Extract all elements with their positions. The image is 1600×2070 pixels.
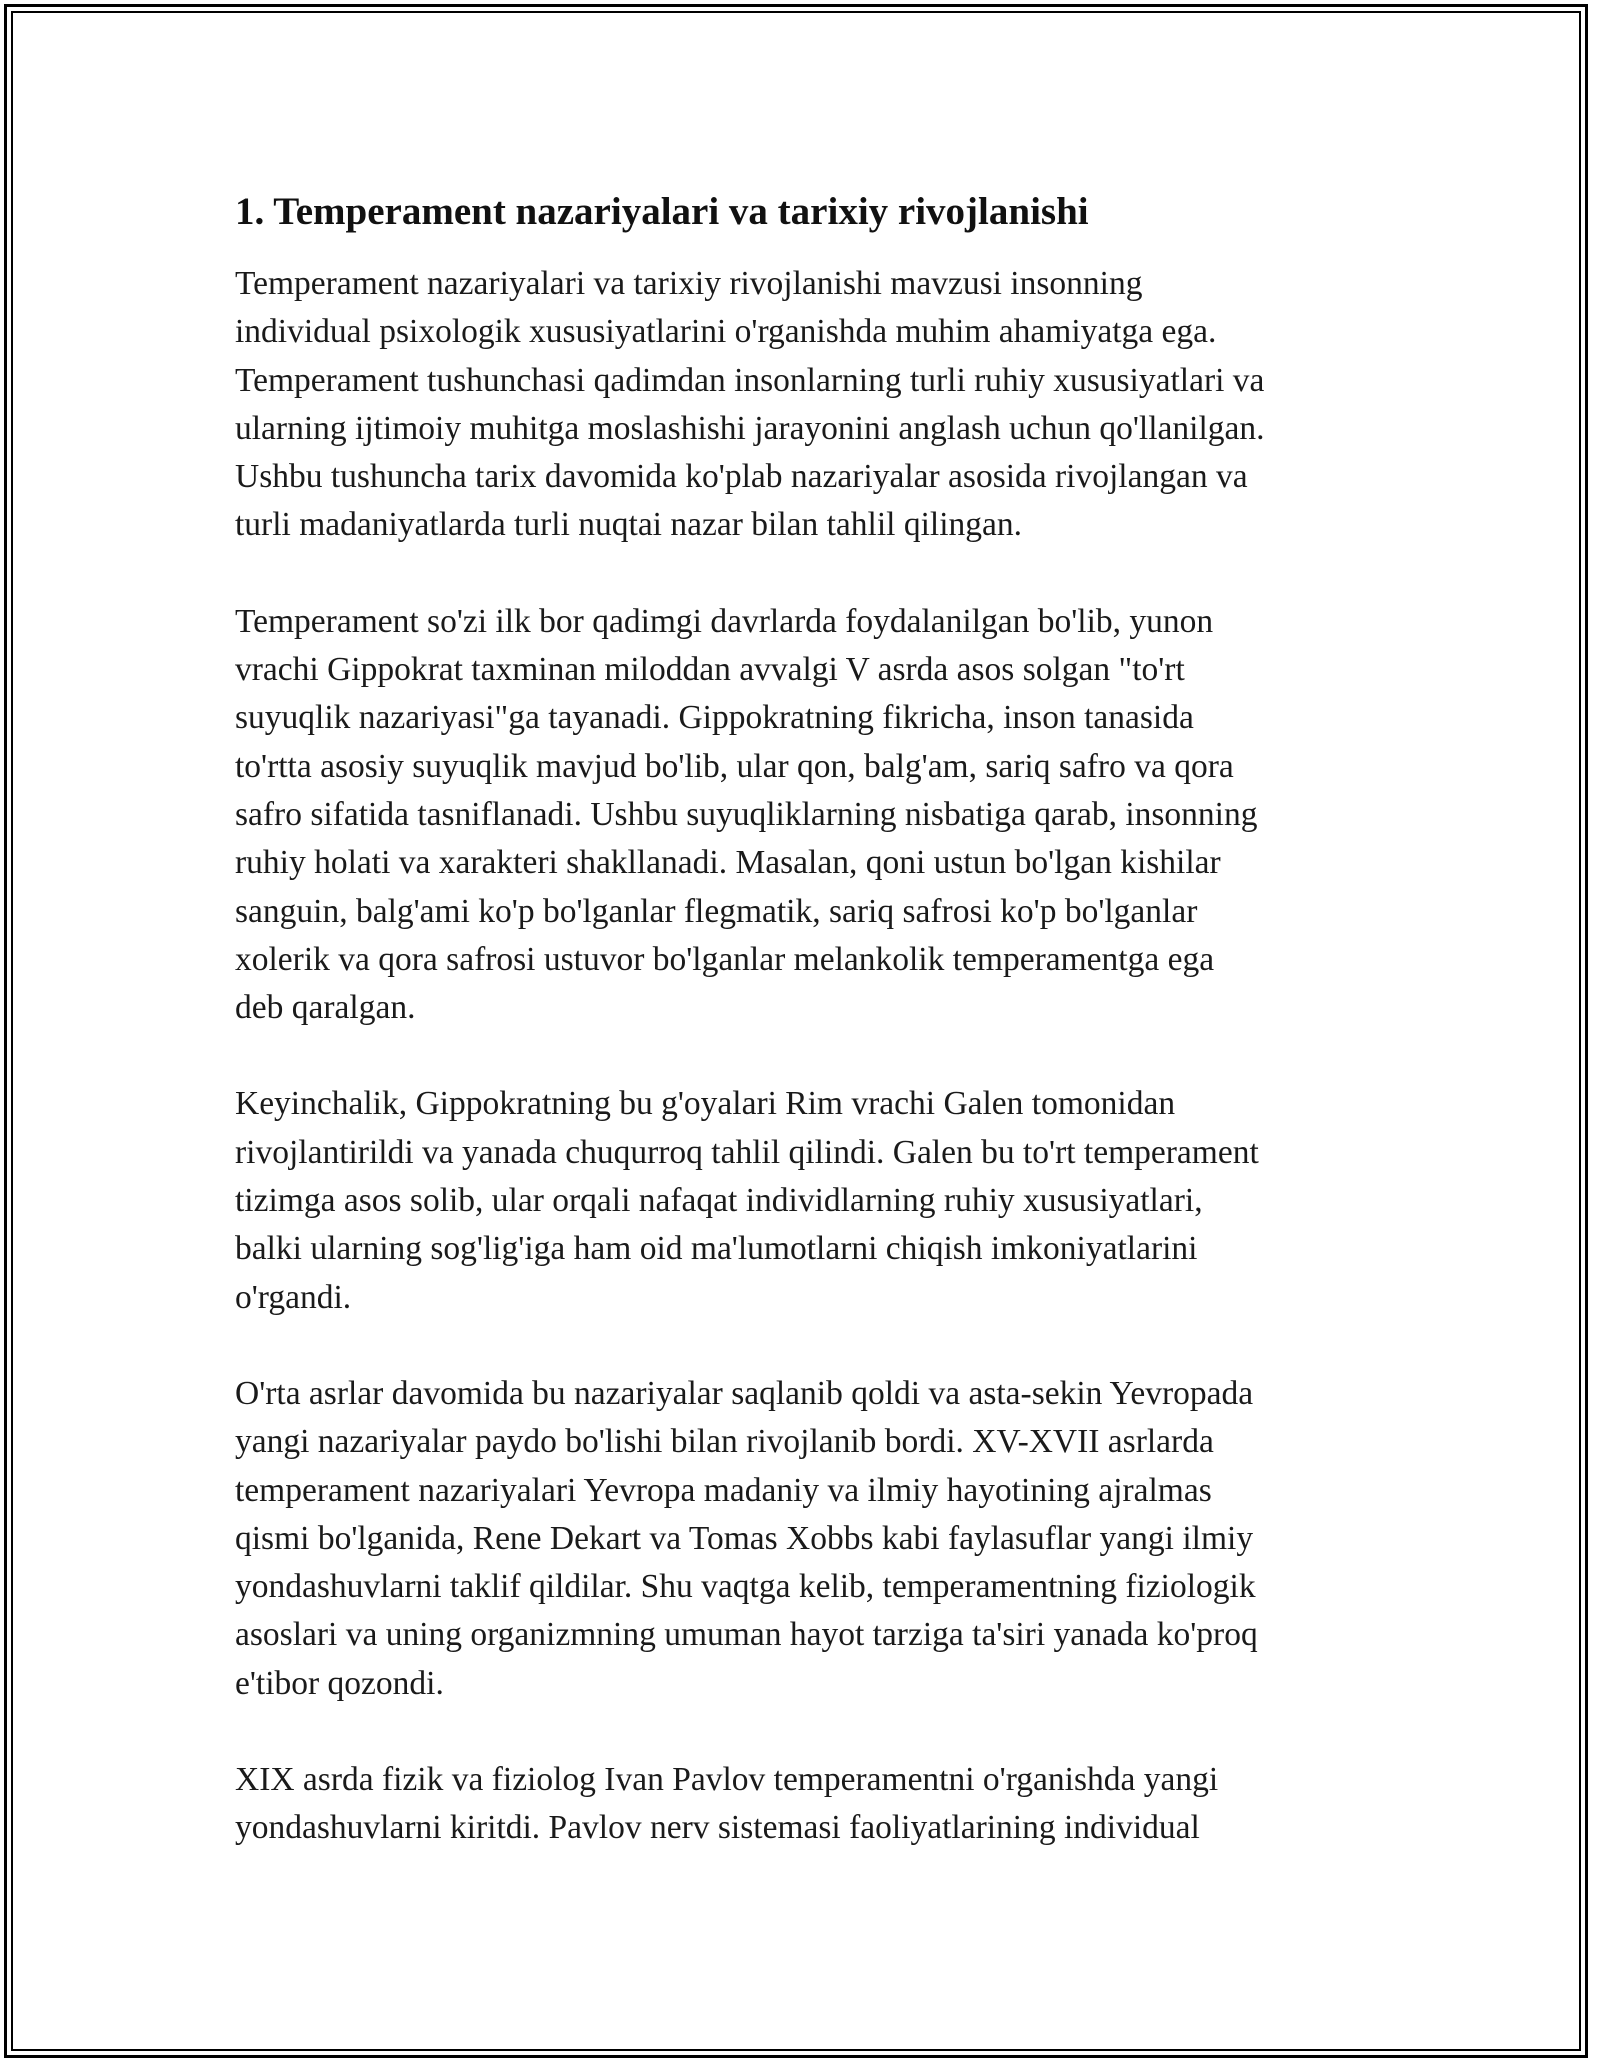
paragraph-4: O'rta asrlar davomida bu nazariyalar saqlanib qoldi va asta-sekin Yevropada yangi nazariyalar paydo bo'lishi bilan rivojlanib bordi. XV-XVII asrlarda temperament nazariyalari Yevropa madaniy va ilmiy hayotining ajralmas qismi bo'lganida, Rene Dekart va Tomas Xobbs kabi faylasuflar yangi ilmiy yondashuvlarni taklif qildilar. Shu vaqtga kelib, temperamentning fiziologik asoslari va uning organizmning umuman hayot tarziga ta'siri yanada ko'proq e'tibor qozondi. (235, 1374, 1258, 1702)
paragraph-5: XIX asrda fizik va fiziolog Ivan Pavlov temperamentni o'rganishda yangi yondashuvlarni kiritdi. Pavlov nerv sistemasi faoliyatlarining individual (235, 1761, 1219, 1847)
paragraph-3: Keyinchalik, Gippokratning bu g'oyalari Rim vrachi Galen tomonidan rivojlantirildi va yanada chuqurroq tahlil qilindi. Galen bu to'rt temperament tizimga asos solib, ular orqali nafaqat individlarning ruhiy xususiyatlari, balki ularning sog'lig'iga ham oid ma'lumotlarni chiqish imkoniyatlarini o'rgandi. (235, 1085, 1259, 1316)
paragraph-2: Temperament so'zi ilk bor qadimgi davrlarda foydalanilgan bo'lib, yunon vrachi Gippokrat taxminan miloddan avvalgi V asrda asos solgan "to'rt suyuqlik nazariyasi"ga tayanadi. Gippokratning fikricha, inson tanasida to'rtta asosiy suyuqlik mavjud bo'lib, ular qon, balg'am, sariq safro va qora safro sifatida tasniflanadi. Ushbu suyuqliklarning nisbatiga qarab, insonning ruhiy holati va xarakteri shakllanadi. Masalan, qoni ustun bo'lgan kishilar sanguin, balg'ami ko'p bo'lganlar flegmatik, sariq safrosi ko'p bo'lganlar xolerik va qora safrosi ustuvor bo'lganlar melankolik temperamentga ega deb qaralgan. (235, 602, 1258, 1027)
document-body (235, 186, 1385, 1901)
paragraph-1: Temperament nazariyalari va tarixiy rivojlanishi mavzusi insonning individual psixologik xususiyatlarini o'rganishda muhim ahamiyatga ega. Temperament tushunchasi qadimdan insonlarning turli ruhiy xususiyatlari va ularning ijtimoiy muhitga moslashishi jarayonini anglash uchun qo'llanilgan. Ushbu tushuncha tarix davomida ko'plab nazariyalar asosida rivojlangan va turli madaniyatlarda turli nuqtai nazar bilan tahlil qilingan. (235, 265, 1265, 544)
section-heading: 1. Temperament nazariyalari va tarixiy rivojlanishi (235, 190, 1089, 233)
